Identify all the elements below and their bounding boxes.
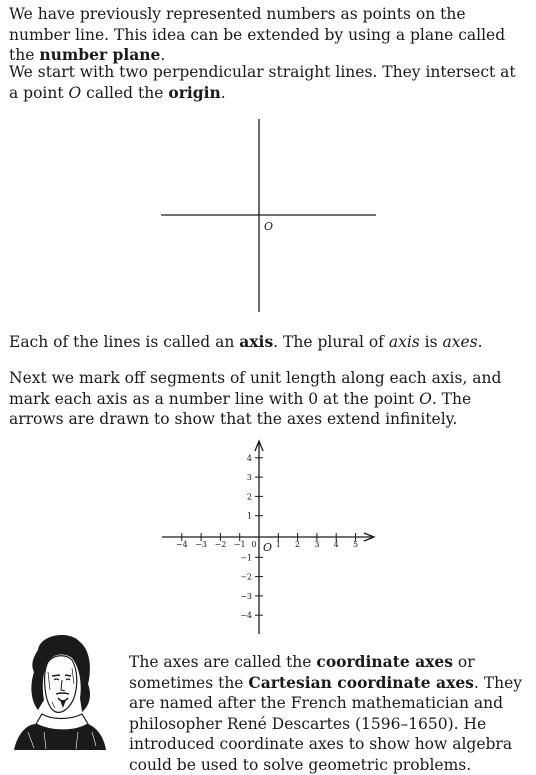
y-tick-label: −1 <box>240 553 252 563</box>
x-tick-label: −2 <box>214 540 227 549</box>
x-tick-label: −3 <box>195 540 207 549</box>
y-tick-label: 2 <box>246 492 252 502</box>
x-tick-label: −4 <box>175 540 188 549</box>
paragraph-axis: Each of the lines is called an axis. The plural of axis is axes. <box>9 332 483 351</box>
origin-label: O <box>264 220 274 233</box>
x-tick-label: 3 <box>314 540 320 549</box>
x-tick-label: 0 <box>251 540 257 549</box>
paragraph-origin: We start with two perpendicular straight lines. They intersect at a point O called the origin. <box>9 63 516 102</box>
term-number-plane: number plane <box>39 45 161 64</box>
term-origin: origin <box>168 82 221 102</box>
paragraph-number-plane: We have previously represented numbers as points on the number line. This idea can be extended by using a plane called the number plane. <box>9 5 506 64</box>
y-tick-label: 3 <box>246 473 252 483</box>
y-tick-label: −2 <box>240 572 252 582</box>
y-tick-label: 1 <box>246 511 252 521</box>
x-tick-label: −1 <box>233 540 246 549</box>
x-tick-label: 4 <box>333 540 339 549</box>
term-cartesian-coordinate-axes: Cartesian coordinate axes <box>248 672 474 692</box>
y-tick-label: 4 <box>246 453 252 463</box>
rene-descartes-portrait <box>8 628 108 750</box>
x-tick-label: 5 <box>352 540 359 549</box>
paragraph-cartesian-axes: The axes are called the coordinate axes or sometimes the Cartesian coordinate axes. They are named after the French mathematician and philosopher René Descartes (1596–1650). He introduced coordinate axes to show how algebra could be used to solve geometric problems. <box>129 652 523 774</box>
y-tick-label: −4 <box>240 611 252 621</box>
origin-label: O <box>263 541 273 554</box>
term-axis: axis <box>239 332 274 351</box>
y-tick-label: −3 <box>240 591 252 601</box>
paragraph-unit-segments: Next we mark off segments of unit length along each axis, and mark each axis as a number line with 0 at the point O. The arrows are drawn to show that the axes extend infinitely. <box>9 369 502 428</box>
term-coordinate-axes: coordinate axes <box>316 652 453 671</box>
x-tick-label: 2 <box>295 540 301 549</box>
x-tick-label: 1 <box>275 540 281 549</box>
